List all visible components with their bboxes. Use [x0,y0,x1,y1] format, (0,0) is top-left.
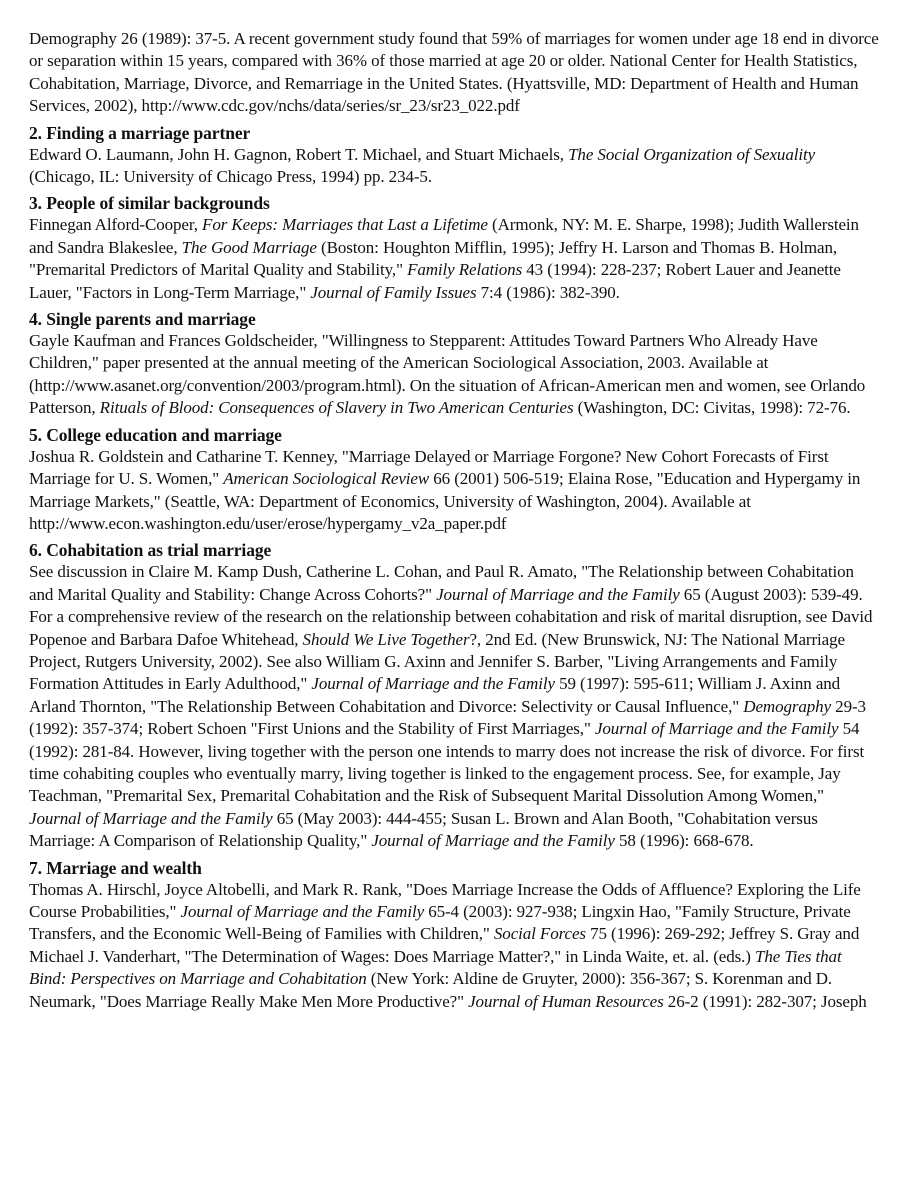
italic-title: Journal of Marriage and the Family [371,831,615,851]
text-run: 43 (1994): 228-237; Robert Lauer and Jeanette Lauer, "Factors in Long-Term Marriage," [29,260,841,302]
text-run: ?, 2nd Ed. (New Brunswick, NJ: The National Marriage Project, Rutgers University, 2002). See also William G. Axinn and Jennifer S. Barber, "Living Arrangements and Family Formation Attitudes in Early Adulthood," [29,629,845,694]
section-heading: 2. Finding a marriage partner [29,122,251,143]
italic-title: Journal of Marriage and the Family [594,719,839,739]
text-run: 59 (1997): 595-611; William J. Axinn and Arland Thornton, "The Relationship Between Cohabitation and Divorce: Selectivity or Causal Influence," [29,674,841,716]
text-run: 7:4 (1986): 382-390. [476,282,620,302]
text-run: 66 (2001) 506-519; Elaina Rose, "Education and Hypergamy in Marriage Markets," (Seattle, WA: Department of Economics, University of Washington, 2004). Available at http://www.econ.washington.edu/user/erose/hypergamy_v2a_paper.pdf [29,469,861,533]
italic-title: Demography [743,696,832,716]
section-body [29,144,879,189]
intro-paragraph: Demography 26 (1989): 37-5. A recent government study found that 59% of marriages for women under age 18 end in divorce or separation within 15 years, compared with 36% of those married at age 20 or older. National Center for Health Statistics, Cohabitation, Marriage, Divorce, and Remarriage in the United States. (Hyattsville, MD: Department of Health and Human Services, 2002), http://www.cdc.gov/nchs/data/series/sr_23/sr23_022.pdf [29,29,879,116]
section-body [29,879,879,1013]
sections-list [29,122,879,1013]
text-run: 65 (August 2003): 539-49. For a comprehensive review of the research on the relationship between cohabitation and risk of marital disruption, see David Popenoe and Barbara Dafoe Whitehead, [29,584,873,649]
text-run: (Armonk, NY: M. E. Sharpe, 1998); Judith Wallerstein and Sandra Blakeslee, [29,215,859,257]
text-run: 65 (May 2003): 444-455; Susan L. Brown and Alan Booth, "Cohabitation versus Marriage: A Comparison of Relationship Quality," [29,808,818,851]
italic-title: Rituals of Blood: Consequences of Slavery in Two American Centuries [99,398,574,418]
section-heading: 4. Single parents and marriage [29,309,256,330]
italic-title: Journal of Marriage and the Family [29,808,273,828]
section-body [29,214,879,304]
italic-title: Family Relations [407,260,523,280]
text-run: 26-2 (1991): 282-307; Joseph [663,991,867,1011]
text-run: 29-3 (1992): 357-374; Robert Schoen "First Unions and the Stability of First Marriages," [29,696,866,739]
text-run: Gayle Kaufman and Frances Goldscheider, "Willingness to Stepparent: Attitudes Toward Partners Who Already Have Children," paper presented at the annual meeting of the American Sociological Association, 2003. Available at (http://www.asanet.org/convention/2003/program.html). On the situation of African-American men and women, see Orlando Patterson, [29,331,866,418]
section-heading: 3. People of similar backgrounds [29,193,270,214]
italic-title: Journal of Marriage and the Family [311,674,555,694]
section-body [29,446,879,536]
text-run: 65-4 (2003): 927-938; Lingxin Hao, "Family Structure, Private Transfers, and the Economic Well-Being of Families with Children," [29,902,851,944]
text-run: Finnegan Alford-Cooper, [29,215,203,235]
text-run: Joshua R. Goldstein and Catharine T. Kenney, "Marriage Delayed or Marriage Forgone? New Cohort Forecasts of First Marriage for U. S. Women," [29,446,829,489]
text-run: See discussion in Claire M. Kamp Dush, Catherine L. Cohan, and Paul R. Amato, "The Relationship between Cohabitation and Marital Quality and Stability: Change Across Cohorts?" [29,562,854,604]
italic-title: Social Forces [493,924,586,944]
italic-title: Journal of Marriage and the Family [436,584,680,604]
italic-title: The Good Marriage [181,237,317,257]
italic-title: American Sociological Review [223,469,430,489]
italic-title: For Keeps: Marriages that Last a Lifetime [202,215,488,235]
section-heading: 5. College education and marriage [29,424,282,445]
italic-title: Journal of Marriage and the Family [180,902,425,921]
text-run: Edward O. Laumann, John H. Gagnon, Robert T. Michael, and Stuart Michaels, [29,144,569,164]
text-run: (Boston: Houghton Mifflin, 1995); Jeffry H. Larson and Thomas B. Holman, "Premarital Predictors of Marital Quality and Stability," [29,237,838,280]
text-run: (New York: Aldine de Gruyter, 2000): 356-367; S. Korenman and D. Neumark, "Does Marriage Really Make Men More Productive?" [29,969,833,1011]
italic-title: Journal of Family Issues [310,282,477,302]
text-run: 75 (1996): 269-292; Jeffrey S. Gray and Michael J. Vanderhart, "The Determination of Wages: Does Marriage Matter?," in Linda Waite, et. al. (eds.) [29,924,860,966]
section-heading: 6. Cohabitation as trial marriage [29,540,272,561]
italic-title: The Social Organization of Sexuality [568,144,816,164]
italic-title: The Ties that Bind: Perspectives on Marriage and Cohabitation [29,946,842,989]
text-run: Thomas A. Hirschl, Joyce Altobelli, and Mark R. Rank, "Does Marriage Increase the Odds of Affluence? Exploring the Life Course Probabilities," [29,879,861,921]
text-run: 54 (1992): 281-84. However, living together with the person one intends to marry does not increase the risk of divorce. For first time cohabiting couples who eventually marry, living together is linked to the engagement process. See, for example, Jay Teachman, "Premarital Sex, Premarital Cohabitation and the Risk of Subsequent Marital Dissolution Among Women," [29,719,865,806]
section-body [29,330,879,420]
text-run: (Washington, DC: Civitas, 1998): 72-76. [573,398,851,418]
document-page [29,28,879,1013]
italic-title: Journal of Human Resources [468,991,664,1011]
italic-title: Should We Live Together [302,629,470,649]
text-run: (Chicago, IL: University of Chicago Press, 1994) pp. 234-5. [29,167,432,187]
section-heading: 7. Marriage and wealth [29,857,202,878]
section-body [29,561,879,852]
text-run: 58 (1996): 668-678. [614,831,754,851]
